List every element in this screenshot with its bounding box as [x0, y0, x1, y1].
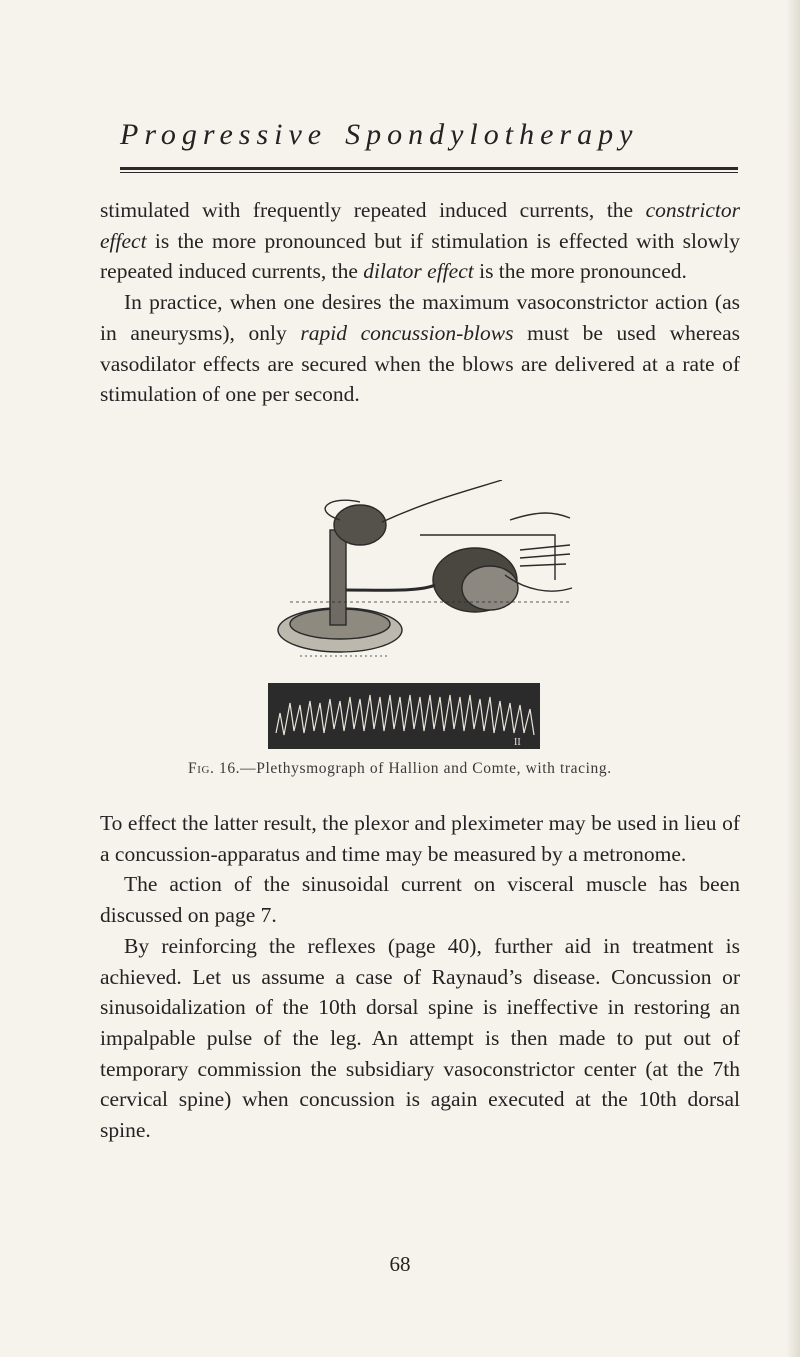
page-edge-shadow — [786, 0, 800, 1357]
para2-italic-rapid: rapid concussion-blows — [300, 320, 514, 345]
plethysmograph-illustration — [270, 480, 580, 670]
text-block-bottom — [100, 808, 740, 1146]
figure-caption — [188, 760, 748, 778]
paragraph-4: The action of the sinusoidal current on visceral muscle has been discussed on page 7. — [100, 872, 740, 928]
header-word-spondylotherapy: Spondylotherapy — [345, 118, 639, 151]
para1-text-b: is the more pronounced but if stimulation is effected with slowly repeated induced currents, the — [100, 228, 740, 284]
paragraph-1 — [100, 195, 740, 287]
svg-text:II: II — [514, 737, 521, 748]
figure-caption-text: —Plethysmograph of Hallion and Comte, with tracing. — [240, 760, 612, 777]
para1-text-c: is the more pronounced. — [473, 259, 687, 284]
para1-italic-constrictor: constrictor effect — [100, 198, 740, 253]
page-number: 68 — [389, 1252, 411, 1276]
para2-text-b: must be used whereas vasodilator effects are secured when the blows are delivered at a rate of stimulation of one per second. — [100, 320, 740, 407]
para1-italic-dilator: dilator effect — [363, 259, 474, 284]
figure-label: Fig. 16. — [188, 760, 241, 777]
paragraph-2 — [100, 287, 740, 410]
header-word-progressive: Progressive — [120, 118, 328, 151]
para2-text-a: In practice, when one desires the maximum vasoconstrictor action (as in aneurysms), only — [100, 290, 740, 345]
tracing-image — [268, 683, 540, 749]
paragraph-3: To effect the latter result, the plexor and pleximeter may be used in lieu of a concussion-apparatus and time may be measured by a metronome. — [100, 811, 740, 866]
text-block-top — [100, 195, 740, 410]
header-rule-thin — [120, 172, 738, 173]
para1-text-a: stimulated with frequently repeated induced currents, the — [100, 198, 646, 222]
header-rule-thick — [120, 167, 738, 170]
running-header — [120, 118, 740, 152]
paragraph-5: By reinforcing the reflexes (page 40), further aid in treatment is achieved. Let us assume a case of Raynaud’s disease. Concussion or sinusoidalization of the 10th dorsal spine is ineffective in restoring an impalpable pulse of the leg. An attempt is then made to put out of temporary commission the subsidiary vasoconstrictor center (at the 7th cervical spine) when concussion is again executed at the 10th dorsal spine. — [100, 933, 740, 1143]
